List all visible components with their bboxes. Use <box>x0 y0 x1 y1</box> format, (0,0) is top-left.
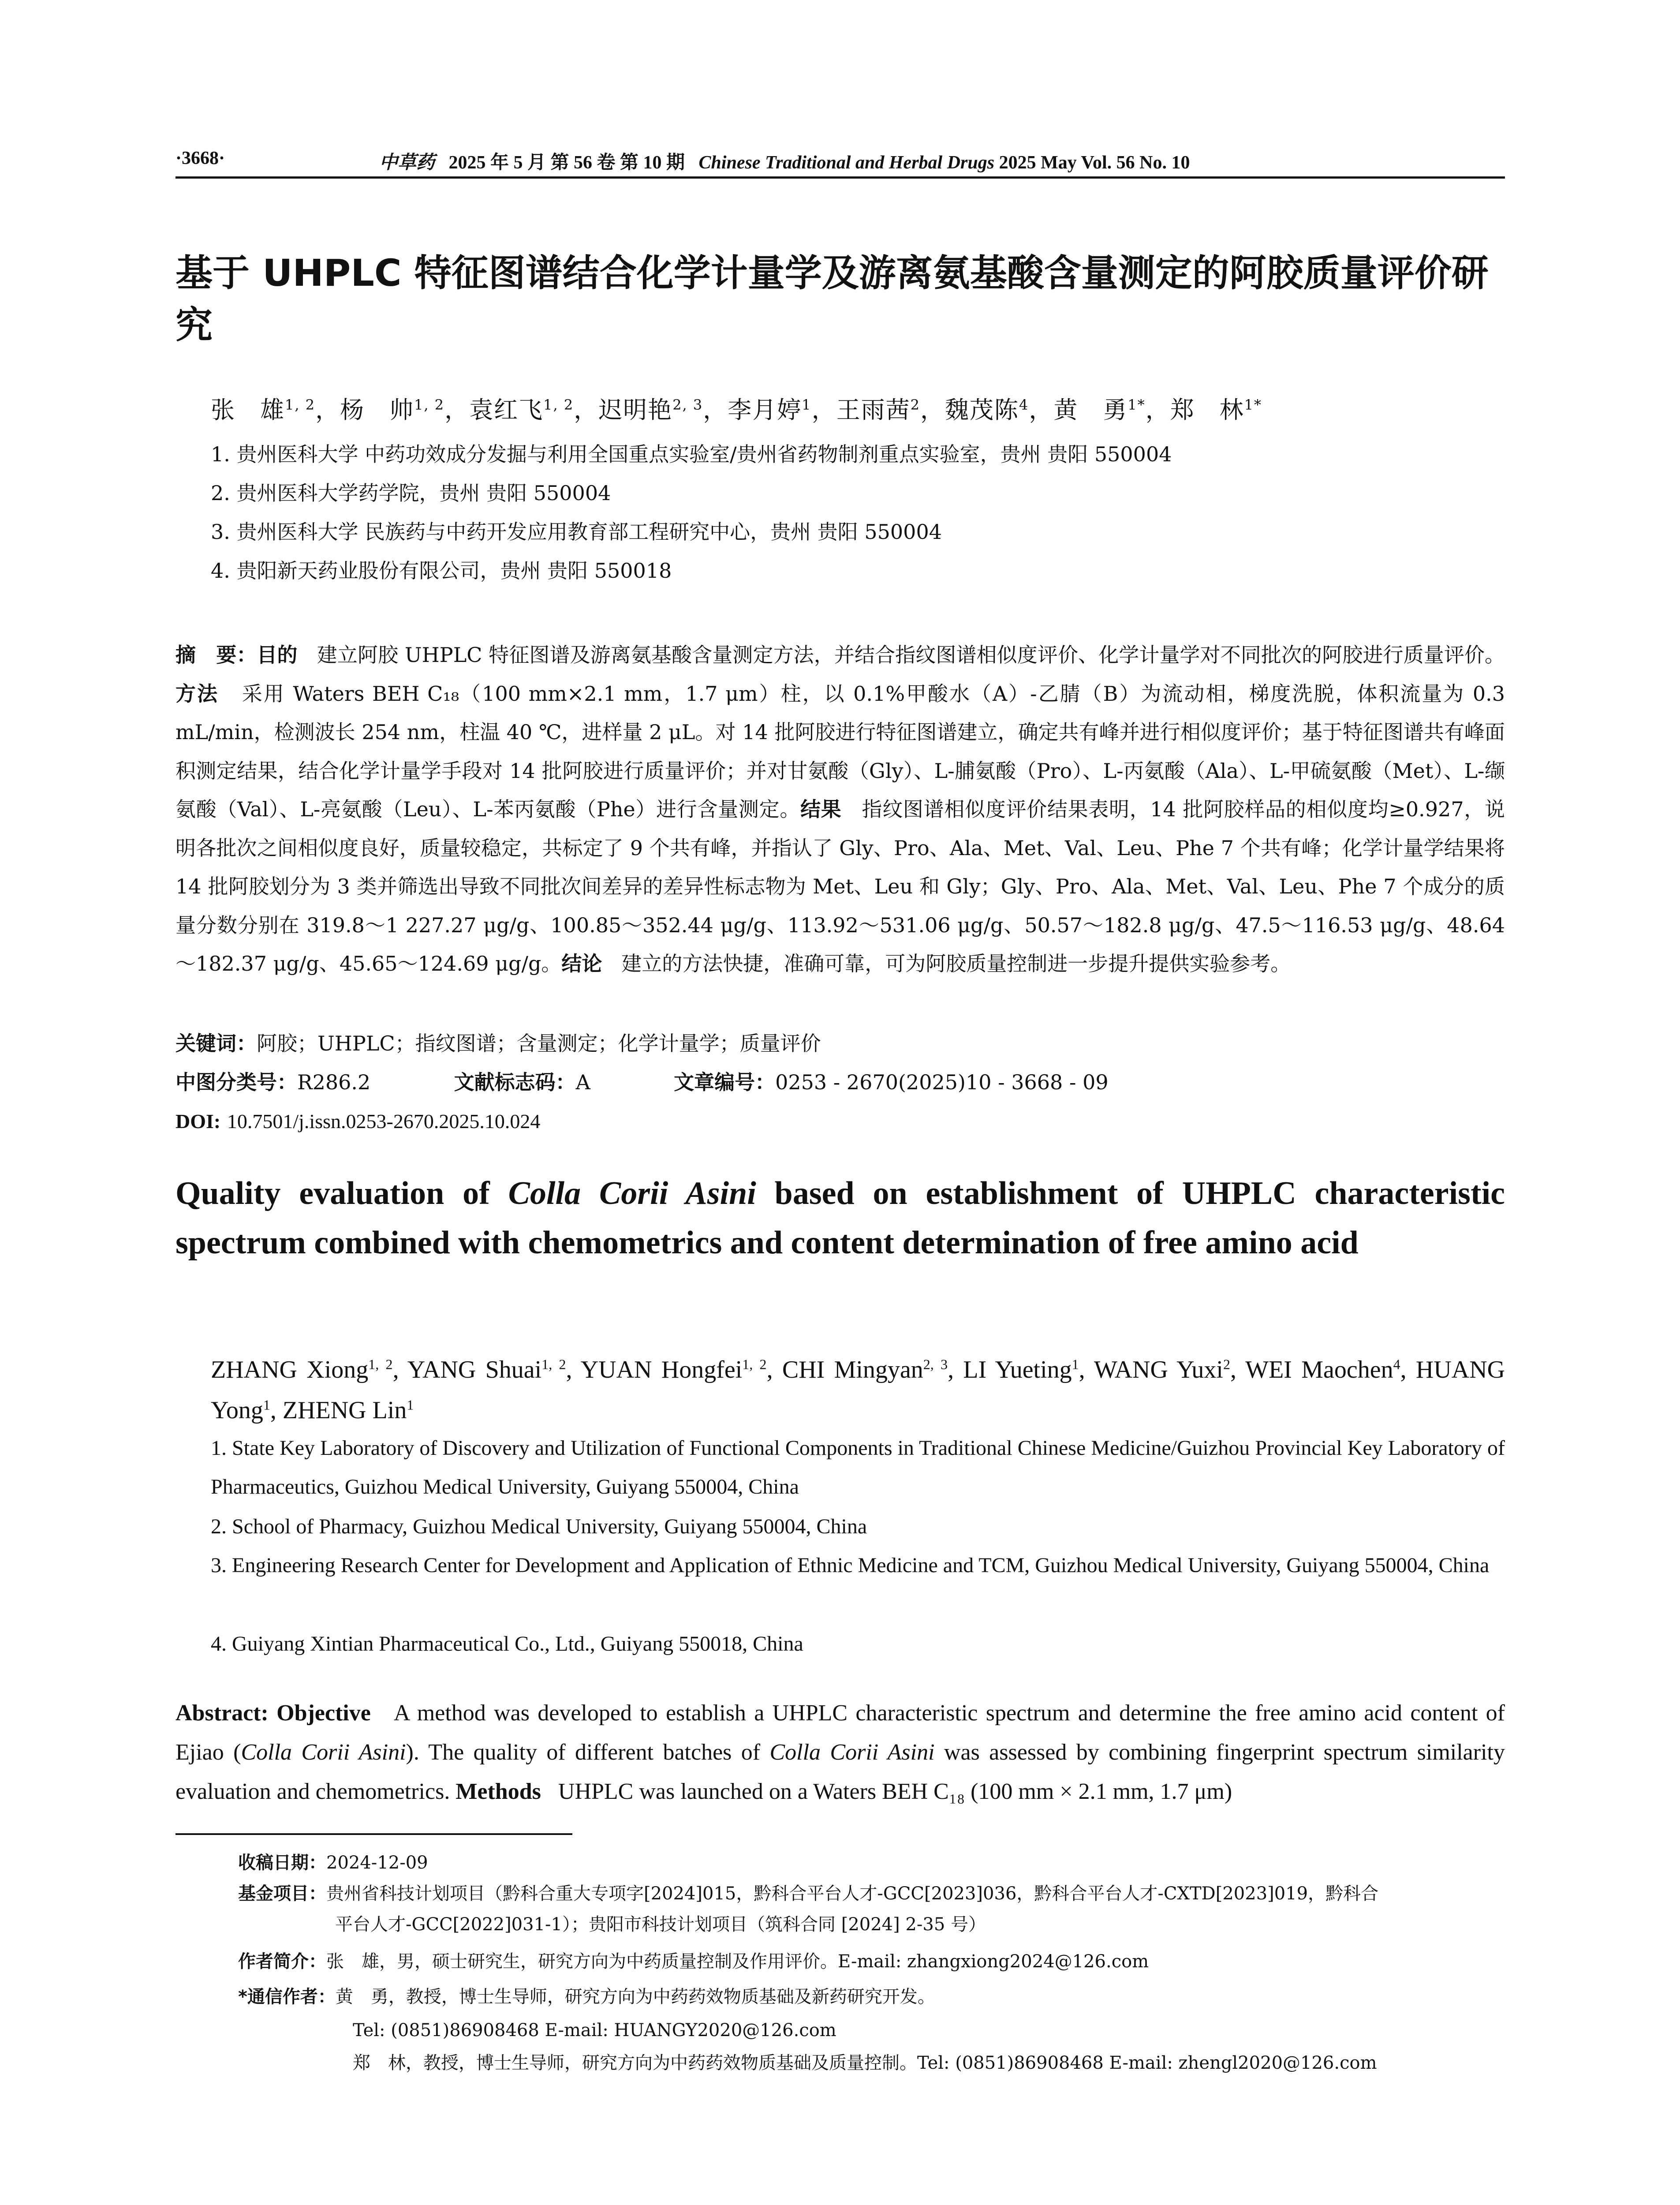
clc-label: 中图分类号： <box>175 1070 297 1094</box>
author-affiliation-marker: 1* <box>1127 396 1146 413</box>
footnote-fund <box>238 1881 1504 1906</box>
page-number: ·3668· <box>175 148 225 168</box>
affiliation-en-2: 2. School of Pharmacy, Guizhou Medical University, Guiyang 550004, China <box>211 1515 867 1538</box>
author-affiliation-marker: 2, 3 <box>672 396 703 413</box>
footnote-rule <box>175 1833 572 1835</box>
author-bio-label: 作者简介： <box>238 1951 326 1972</box>
affiliation-cn-3: 3. 贵州医科大学 民族药与中药开发应用教育部工程研究中心，贵州 贵阳 550004 <box>211 520 942 544</box>
affiliation-en-3: 3. Engineering Research Center for Development and Application of Ethnic Medicine and TCM, Guizhou Medical University, Guiyang 550004, China <box>211 1554 1490 1577</box>
author-affiliation-marker: 1 <box>1071 1356 1079 1372</box>
author-list-en: ZHANG Xiong$^{1, 2}$, YANG Shuai$^{1, 2}$, YUAN Hongfei$^{1, 2}$, CHI Mingyan$^{2, 3}$, LI Yueting$^1$, WANG Yuxi$^2$, WEI Maochen$^4$, HUANG Yong$^1$, ZHENG Lin$^1$ <box>211 1356 1505 1424</box>
fund-label: 基金项目： <box>238 1884 326 1904</box>
author-name: YANG Shuai <box>407 1356 542 1383</box>
author-affiliation-marker: 1, 2 <box>742 1356 767 1372</box>
author-affiliation-marker: 1, 2 <box>543 396 574 413</box>
author-affiliation-marker: 1* <box>1244 396 1262 413</box>
methods-text-en: UHPLC was launched on a Waters BEH C₁₈ (100 mm × 2.1 mm, 1.7 μm) <box>558 1779 1232 1804</box>
clc-value: R286.2 <box>297 1070 371 1094</box>
abstract-cn <box>175 636 1505 983</box>
affiliation-en-1: 1. State Key Laboratory of Discovery and Utilization of Functional Components in Traditional Chinese Medicine/Guizhou Provincial Key Laboratory of Pharmaceutics, Guizhou Medical University, Guiyang 550004, China <box>211 1436 1505 1499</box>
author-name: CHI Mingyan <box>782 1356 923 1383</box>
doi-label: DOI: <box>175 1110 221 1132</box>
author-affiliation-marker: 1, 2 <box>285 396 316 413</box>
title-en-post: based on establishment of UHPLC characteristic spectrum combined with chemometrics and content determination of free amino acid <box>175 1175 1505 1261</box>
page-title-en <box>175 1169 1505 1267</box>
issue-cn: 2025 年 5 月 第 56 卷 第 10 期 <box>448 153 685 173</box>
author-name: 迟明艳 <box>598 396 673 424</box>
received-date: 2024-12-09 <box>326 1853 428 1873</box>
author-affiliation-marker: 1, 2 <box>368 1356 393 1372</box>
author-affiliation-marker: 1 <box>802 396 812 413</box>
author-name: HUANG Yong <box>211 1356 1505 1424</box>
journal-issue <box>379 148 1190 174</box>
author-name: WEI Maochen <box>1245 1356 1393 1383</box>
corresponding-label: *通信作者： <box>238 1987 336 2007</box>
affiliation-cn-2: 2. 贵州医科大学药学院，贵州 贵阳 550004 <box>211 481 611 505</box>
methods-text-cn: 采用 Waters BEH C₁₈（100 mm×2.1 mm，1.7 μm）柱，以 0.1%甲酸水（A）-乙腈（B）为流动相，梯度洗脱，体积流量为 0.3 mL/min，检测波长 254 nm，柱温 40 ℃，进样量 2 μL。对 14 批阿胶进行特征图谱建立，确定共有峰并进行相似度评价；基于特征图谱共有峰面积测定结果，结合化学计量学手段对 14 批阿胶进行质量评价；并对甘氨酸（Gly）、L-脯氨酸（Pro）、L-丙氨酸（Ala）、L-甲硫氨酸（Met）、L-缬氨酸（Val）、L-亮氨酸（Leu）、L-苯丙氨酸（Phe）进行含量测定。 <box>175 681 1505 821</box>
author-affiliation-marker: 4 <box>1393 1356 1400 1372</box>
objective-species-en-2: Colla Corii Asini <box>769 1740 935 1765</box>
objective-text-en-1: A method was developed to establish a UHPLC characteristic spectrum and determine the free amino acid content of Ejiao ( <box>175 1700 1505 1765</box>
author-name: LI Yueting <box>963 1356 1072 1383</box>
author-name: 黄 勇 <box>1053 396 1128 424</box>
objective-label-en: Objective <box>276 1700 371 1726</box>
affiliation-en-4: 4. Guiyang Xintian Pharmaceutical Co., Ltd., Guiyang 550018, China <box>211 1632 803 1656</box>
author-bio-text: 张 雄，男，硕士研究生，研究方向为中药质量控制及作用评价。E-mail: zhangxiong2024@126.com <box>326 1951 1149 1972</box>
author-affiliation-marker: 2, 3 <box>923 1356 948 1372</box>
running-header <box>175 143 1505 174</box>
author-name: 杨 帅 <box>340 396 414 424</box>
corresponding-text-1: 黄 勇，教授，博士生导师，研究方向为中药药效物质基础及新药研究开发。 <box>335 1987 935 2007</box>
author-name: ZHANG Xiong <box>211 1356 369 1383</box>
author-name: 李月婷 <box>728 396 802 424</box>
conclusion-label-cn: 结论 <box>561 952 602 975</box>
author-name: 魏茂陈 <box>945 396 1019 424</box>
keywords-cn <box>175 1030 1505 1057</box>
classification-row <box>175 1069 1505 1095</box>
objective-text-en-3: was assessed by combining fingerprint spectrum similarity evaluation and chemometrics. <box>175 1740 1505 1804</box>
author-affiliation-marker: 1, 2 <box>541 1356 566 1372</box>
footnote-corresponding <box>238 1984 1504 2009</box>
footnote-fund-cont: 平台人才-GCC[2022]031-1）；贵阳市科技计划项目（筑科合同 [2024] 2-35 号） <box>335 1914 986 1935</box>
objective-label-cn: 目的 <box>257 643 298 667</box>
doi-value[interactable]: 10.7501/j.issn.0253-2670.2025.10.024 <box>227 1110 541 1132</box>
article-number-value: 0253 - 2670(2025)10 - 3668 - 09 <box>775 1070 1109 1094</box>
author-name: 袁红飞 <box>469 396 544 424</box>
author-affiliation-marker: 2 <box>910 396 920 413</box>
doi-row <box>175 1108 1505 1135</box>
author-name: 王雨茜 <box>836 396 911 424</box>
conclusion-text-cn: 建立的方法快捷，准确可靠，可为阿胶质量控制进一步提升提供实验参考。 <box>621 952 1291 975</box>
title-en-pre: Quality evaluation of <box>175 1175 508 1211</box>
abstract-en <box>175 1693 1505 1811</box>
author-name: WANG Yuxi <box>1094 1356 1223 1383</box>
objective-text-en-2: ). The quality of different batches of <box>406 1740 770 1765</box>
page-title-cn: 基于 UHPLC 特征图谱结合化学计量学及游离氨基酸含量测定的阿胶质量评价研究 <box>175 251 1489 347</box>
fund-text-1: 贵州省科技计划项目（黔科合重大专项字[2024]015，黔科合平台人才-GCC[2023]036，黔科合平台人才-CXTD[2023]019，黔科合 <box>326 1884 1379 1904</box>
author-affiliation-marker: 2 <box>1223 1356 1230 1372</box>
issue-en: 2025 May Vol. 56 No. 10 <box>999 153 1190 173</box>
footnote-author <box>238 1949 1504 1974</box>
author-list-cn: 张 雄$^{1, 2}$，杨 帅$^{1, 2}$，袁红飞$^{1, 2}$，迟明艳$^{2, 3}$，李月婷$^1$，王雨茜$^2$，魏茂陈$^4$，黄 勇$^{1*}$，郑 林$^{1*}$ <box>211 396 1262 424</box>
footnote-corresponding-2: 郑 林，教授，博士生导师，研究方向为中药药效物质基础及质量控制。Tel: (0851)86908468 E-mail: zhengl2020@126.com <box>353 2053 1377 2073</box>
journal-name-en: Chinese Traditional and Herbal Drugs <box>698 153 995 173</box>
objective-text-cn: 建立阿胶 UHPLC 特征图谱及游离氨基酸含量测定方法，并结合指纹图谱相似度评价、化学计量学对不同批次的阿胶进行质量评价。 <box>317 643 1505 667</box>
journal-name-cn: 中草药 <box>379 151 435 173</box>
author-name: 郑 林 <box>1170 396 1244 424</box>
author-affiliation-marker: 1, 2 <box>414 396 445 413</box>
doc-code-value: A <box>575 1070 590 1094</box>
results-label-cn: 结果 <box>800 797 842 821</box>
author-affiliation-marker: 1 <box>407 1397 414 1413</box>
author-name: YUAN Hongfei <box>580 1356 743 1383</box>
results-text-cn: 指纹图谱相似度评价结果表明，14 批阿胶样品的相似度均≥0.927，说明各批次之间相似度良好，质量较稳定，共标定了 9 个共有峰，并指认了 Gly、Pro、Ala、Met、Val、Leu、Phe 7 个共有峰；化学计量学结果将 14 批阿胶划分为 3 类并筛选出导致不同批次间差异的差异性标志物为 Met、Leu 和 Gly；Gly、Pro、Ala、Met、Val、Leu、Phe 7 个成分的质量分数分别在 319.8～1 227.27 μg/g、100.85～352.44 μg/g、113.92～531.06 μg/g、50.57～182.8 μg/g、47.5～116.53 μg/g、48.64～182.37 μg/g、45.65～124.69 μg/g。 <box>175 797 1505 975</box>
footnote-received <box>238 1850 1504 1875</box>
author-name: ZHENG Lin <box>282 1397 407 1424</box>
affiliation-cn-1: 1. 贵州医科大学 中药功效成分发掘与利用全国重点实验室/贵州省药物制剂重点实验室，贵州 贵阳 550004 <box>211 442 1172 466</box>
title-en-species: Colla Corii Asini <box>508 1175 756 1211</box>
doc-code-label: 文献标志码： <box>454 1070 576 1094</box>
header-rule <box>175 176 1505 179</box>
author-affiliation-marker: 1 <box>263 1397 270 1413</box>
author-name: 张 雄 <box>211 396 285 424</box>
abstract-label-en: Abstract: <box>175 1700 269 1726</box>
methods-label-cn: 方法 <box>175 681 219 706</box>
methods-label-en: Methods <box>455 1779 541 1804</box>
objective-species-en-1: Colla Corii Asini <box>241 1740 406 1765</box>
keywords-label: 关键词： <box>175 1031 257 1055</box>
affiliation-cn-4: 4. 贵阳新天药业股份有限公司，贵州 贵阳 550018 <box>211 559 672 583</box>
abstract-label-cn: 摘 要： <box>175 643 257 667</box>
article-number-label: 文章编号： <box>674 1070 776 1094</box>
footnote-corresponding-contact: Tel: (0851)86908468 E-mail: HUANGY2020@126.com <box>353 2020 836 2041</box>
received-label: 收稿日期： <box>238 1853 326 1873</box>
author-affiliation-marker: 4 <box>1019 396 1029 413</box>
keywords-text: 阿胶；UHPLC；指纹图谱；含量测定；化学计量学；质量评价 <box>257 1031 821 1055</box>
